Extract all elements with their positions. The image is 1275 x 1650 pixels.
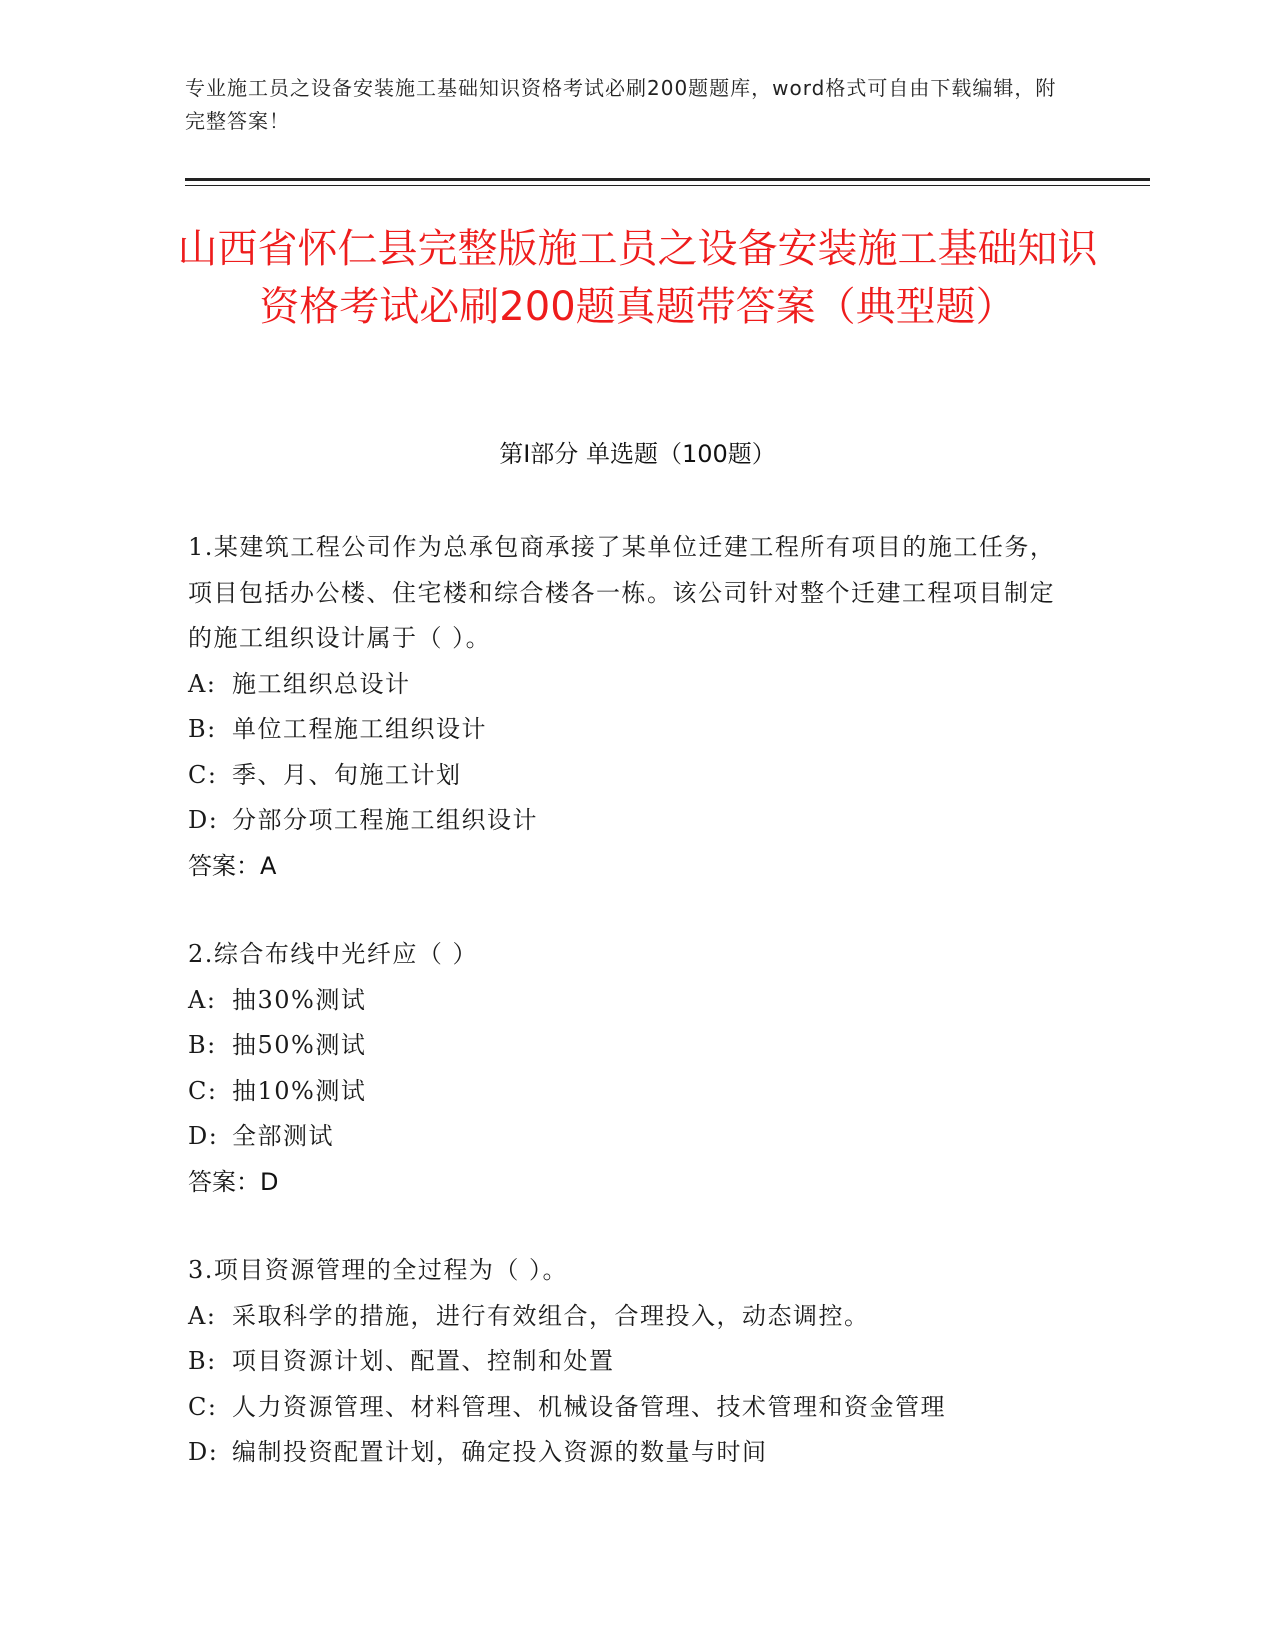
option-letter: B: <box>188 715 217 743</box>
option-letter: A: <box>188 985 217 1014</box>
question-stem: 1.某建筑工程公司作为总承包商承接了某单位迁建工程所有项目的施工任务，项目包括办公楼、住宅楼和综合楼各一栋。该公司针对整个迁建工程项目制定的施工组织设计属于（ ）。 <box>188 533 1056 652</box>
option-text: 采取科学的措施，进行有效组合，合理投入，动态调控。 <box>232 1301 870 1330</box>
document-title: 山西省怀仁县完整版施工员之设备安装施工基础知识资格考试必刷200题真题带答案（典型题） <box>177 226 1098 330</box>
option-text: 季、月、旬施工计划 <box>232 760 462 789</box>
option-a <box>188 1294 1068 1340</box>
question-3 <box>188 1248 1068 1476</box>
option-letter: B: <box>188 1347 217 1375</box>
header-divider-thick <box>185 178 1150 181</box>
option-text: 全部测试 <box>232 1122 334 1150</box>
option-text: 人力资源管理、材料管理、机械设备管理、技术管理和资金管理 <box>232 1392 946 1421</box>
option-d <box>188 1114 1068 1160</box>
option-letter: A: <box>188 669 217 698</box>
option-letter: A: <box>188 1301 217 1330</box>
question-stem: 2.综合布线中光纤应（ ） <box>188 940 479 968</box>
answer-line: 答案：A <box>188 851 277 880</box>
option-letter: D: <box>188 806 219 834</box>
option-letter: D: <box>188 1438 219 1466</box>
header-divider-thin <box>185 185 1150 186</box>
option-b <box>188 707 1068 753</box>
option-letter: C: <box>188 760 218 789</box>
option-text: 编制投资配置计划，确定投入资源的数量与时间 <box>232 1438 768 1466</box>
option-letter: D: <box>188 1122 219 1150</box>
answer-line: 答案：D <box>188 1167 279 1196</box>
option-a <box>188 662 1068 708</box>
option-a <box>188 978 1068 1024</box>
option-letter: C: <box>188 1392 218 1421</box>
option-text: 施工组织总设计 <box>232 669 411 698</box>
option-text: 抽30%测试 <box>232 985 367 1014</box>
option-text: 抽50%测试 <box>232 1031 367 1059</box>
option-letter: B: <box>188 1031 217 1059</box>
header-note: 专业施工员之设备安装施工基础知识资格考试必刷200题题库，word格式可自由下载编辑，附完整答案！ <box>185 76 1057 133</box>
section-title: 第I部分 单选题（100题） <box>499 440 776 468</box>
question-list <box>188 525 1068 1519</box>
option-text: 单位工程施工组织设计 <box>232 715 487 743</box>
question-1 <box>188 525 1068 889</box>
option-d <box>188 1430 1068 1476</box>
question-stem: 3.项目资源管理的全过程为（ ）。 <box>188 1256 569 1284</box>
question-2 <box>188 932 1068 1205</box>
option-d <box>188 798 1068 844</box>
option-text: 项目资源计划、配置、控制和处置 <box>232 1347 615 1375</box>
option-c <box>188 1069 1068 1115</box>
option-letter: C: <box>188 1076 218 1105</box>
option-text: 分部分项工程施工组织设计 <box>232 806 538 834</box>
option-c <box>188 753 1068 799</box>
option-c <box>188 1385 1068 1431</box>
option-b <box>188 1023 1068 1069</box>
option-text: 抽10%测试 <box>232 1076 367 1105</box>
option-b <box>188 1339 1068 1385</box>
